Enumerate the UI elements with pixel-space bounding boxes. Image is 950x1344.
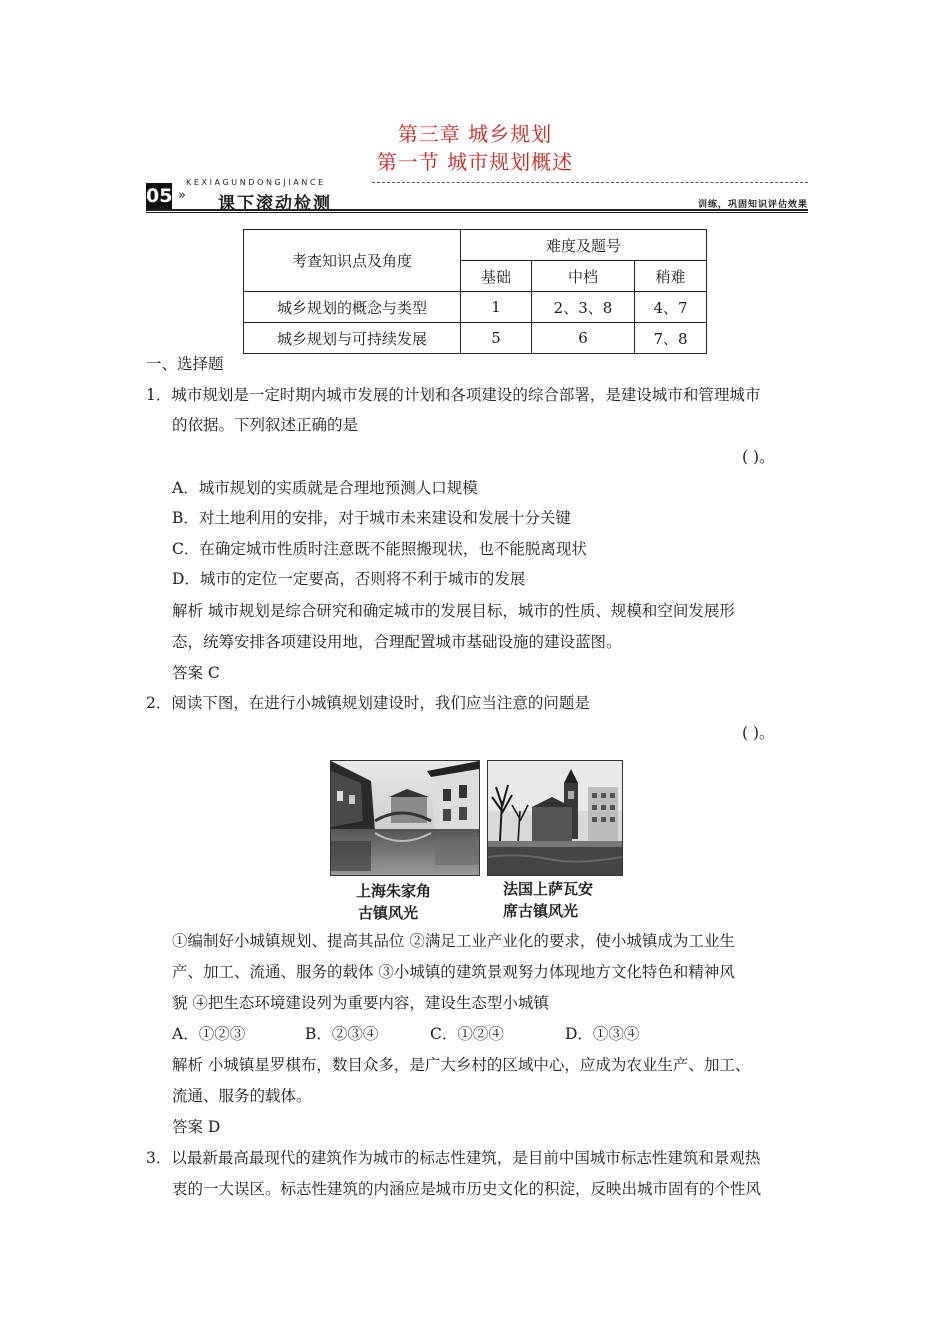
section-heading: 一、选择题 [146,355,224,373]
table-level-medium: 中档 [532,261,635,292]
banner-title: 课下滚动检测 [218,194,332,214]
difficulty-table [243,229,707,354]
banner-pinyin: KEXIAGUNDONGJIANCE [186,178,326,187]
banner-slogan: 训练，巩固知识评估效果 [697,200,808,210]
q2-stem: 2．阅读下图，在进行小城镇规划建设时，我们应当注意的问题是 [146,694,590,712]
table-header-difficulty: 难度及题号 [461,230,707,261]
zhujiajiao-photo [330,760,480,876]
table-cell-hard: 4、7 [635,292,707,323]
table-cell-topic: 城乡规划的概念与类型 [244,292,461,323]
table-header-topic: 考查知识点及角度 [244,230,461,292]
table-cell-hard: 7、8 [635,323,707,354]
q2-answer: 答案 D [172,1118,221,1136]
q2-analysis-line1: 解析 小城镇星罗棋布，数目众多，是广大乡村的区域中心，应成为农业生产、加工、 [172,1056,751,1074]
q1-stem-line1: 1．城市规划是一定时期内城市发展的计划和各项建设的综合部署，是建设城市和管理城市 [146,386,761,404]
table-row [244,323,707,354]
chevron-right-icon: » [178,188,186,203]
q3-stem-line2: 衷的一大误区。标志性建筑的内涵应是城市历史文化的积淀，反映出城市固有的个性风 [172,1180,762,1198]
q2-statement-line1: ①编制好小城镇规划、提高其品位 ②满足工业产业化的要求，使小城镇成为工业生 [172,932,735,950]
banner-rule-thin [146,212,808,213]
q1-answer-blank: ( )。 [742,448,775,466]
q2-statement-line2: 产、加工、流通、服务的载体 ③小城镇的建筑景观努力体现地方文化特色和精神风 [172,963,735,981]
q1-option-b: B．对土地利用的安排，对于城市未来建设和发展十分关键 [172,509,571,527]
table-level-basic: 基础 [461,261,532,292]
caption-right-line1: 法国上萨瓦安 [503,880,594,898]
table-level-hard: 稍难 [635,261,707,292]
q2-statement-line3: 貌 ④把生态环境建设列为重要内容，建设生态型小城镇 [172,994,549,1012]
annecy-photo [487,760,623,876]
q2-answer-blank: ( )。 [742,724,775,742]
q1-option-d: D．城市的定位一定要高，否则将不利于城市的发展 [172,570,526,588]
table-cell-topic: 城乡规划与可持续发展 [244,323,461,354]
q3-stem-line1: 3．以最新最高最现代的建筑作为城市的标志性建筑，是目前中国城市标志性建筑和景观热 [146,1149,761,1167]
banner-number-badge: 05 [146,185,173,207]
caption-left-line1: 上海朱家角 [356,882,432,900]
caption-left-line2: 古镇风光 [358,904,419,922]
table-cell-medium: 6 [532,323,635,354]
q1-answer: 答案 C [172,664,220,682]
table-cell-medium: 2、3、8 [532,292,635,323]
q1-option-c: C．在确定城市性质时注意既不能照搬现状，也不能脱离现状 [172,540,587,558]
q2-option-c: C．①②④ [430,1025,504,1043]
q1-option-a: A．城市规划的实质就是合理地预测人口规模 [172,479,478,497]
table-cell-basic: 5 [461,323,532,354]
q2-option-a: A．①②③ [172,1025,246,1043]
q1-analysis-line1: 解析 城市规划是综合研究和确定城市的发展目标，城市的性质、规模和空间发展形 [172,602,735,620]
q1-stem-line2: 的依据。下列叙述正确的是 [172,416,359,434]
q2-option-d: D．①③④ [565,1025,640,1043]
banner-dash-line [372,182,808,183]
section-title: 第一节 城市规划概述 [376,150,574,174]
banner-rule [146,209,808,211]
caption-right-line2: 席古镇风光 [503,902,579,920]
table-cell-basic: 1 [461,292,532,323]
q2-option-b: B．②③④ [305,1025,379,1043]
chapter-title: 第三章 城乡规划 [397,122,553,146]
q2-analysis-line2: 流通、服务的载体。 [172,1087,312,1105]
table-row [244,292,707,323]
q1-analysis-line2: 态，统筹安排各项建设用地，合理配置城市基础设施的建设蓝图。 [172,633,622,651]
